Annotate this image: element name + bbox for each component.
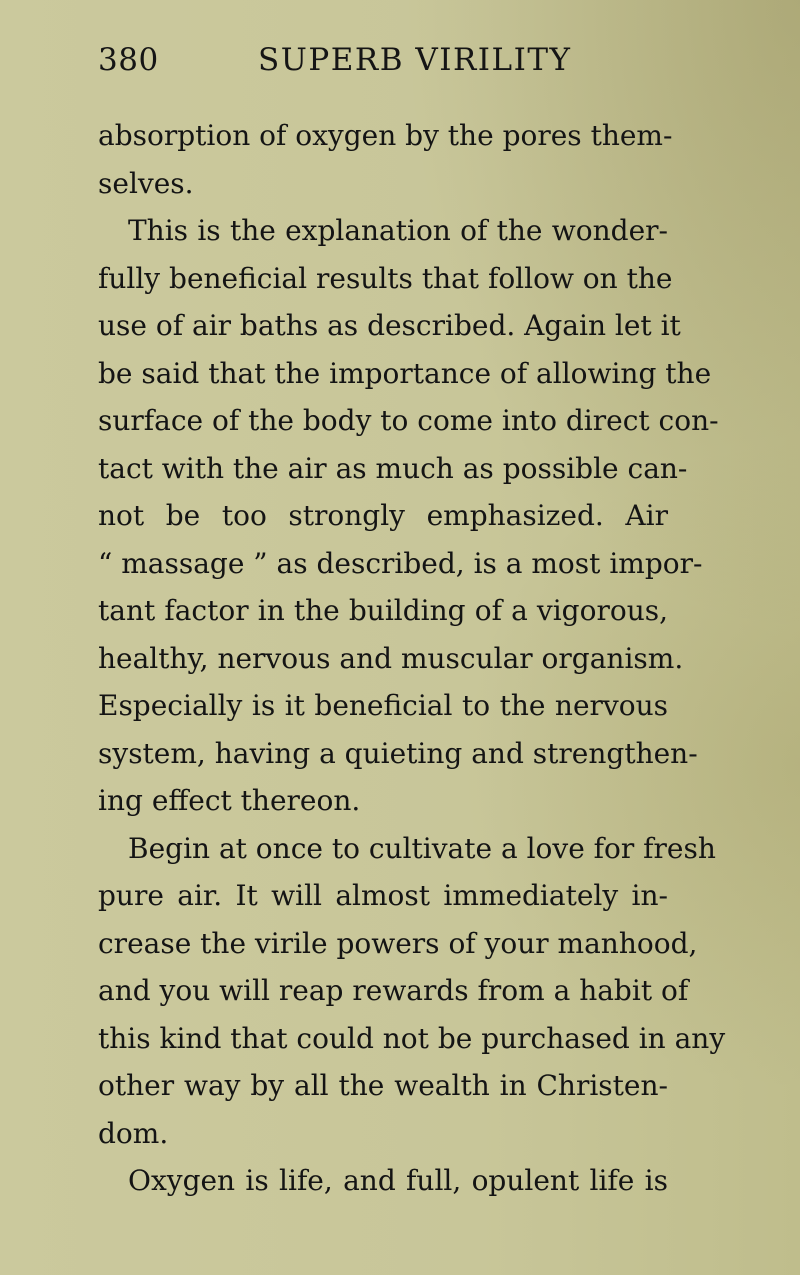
text-line: This is the explanation of the wonder- <box>128 214 668 247</box>
text-line: use of air baths as described. Again let it <box>98 309 681 342</box>
text-line: not be too strongly emphasized. Air <box>98 499 668 532</box>
text-line: Begin at once to cultivate a love for fresh <box>128 831 716 865</box>
text-line: system, having a quieting and strengthen- <box>98 736 698 770</box>
page-header <box>98 42 658 92</box>
text-line: ing effect thereon. <box>98 784 361 817</box>
text-line: and you will reap rewards from a habit of <box>98 974 689 1007</box>
text-line: be said that the importance of allowing the <box>98 356 712 390</box>
text-line: tant factor in the building of a vigorous, <box>98 594 668 627</box>
body-text <box>98 112 726 1205</box>
text-line: “ massage ” as described, is a most impor- <box>98 546 703 580</box>
running-title: SUPERB VIRILITY <box>258 42 572 78</box>
page-number: 380 <box>98 42 159 78</box>
text-line: other way by all the wealth in Christen- <box>98 1069 668 1102</box>
text-line: this kind that could not be purchased in any <box>98 1021 726 1055</box>
text-line: dom. <box>98 1116 169 1150</box>
text-line: Especially is it beneficial to the nervous <box>98 689 668 722</box>
text-line: crease the virile powers of your manhood, <box>98 926 698 960</box>
text-line: tact with the air as much as possible can- <box>98 451 688 485</box>
text-line: Oxygen is life, and full, opulent life is <box>128 1164 668 1197</box>
text-line: fully beneficial results that follow on the <box>98 261 673 295</box>
text-line: absorption of oxygen by the pores them- <box>98 119 673 152</box>
text-line: healthy, nervous and muscular organism. <box>98 641 684 675</box>
text-line: pure air. It will almost immediately in- <box>98 879 668 912</box>
text-line: selves. <box>98 166 194 200</box>
text-line: surface of the body to come into direct con- <box>98 404 719 437</box>
